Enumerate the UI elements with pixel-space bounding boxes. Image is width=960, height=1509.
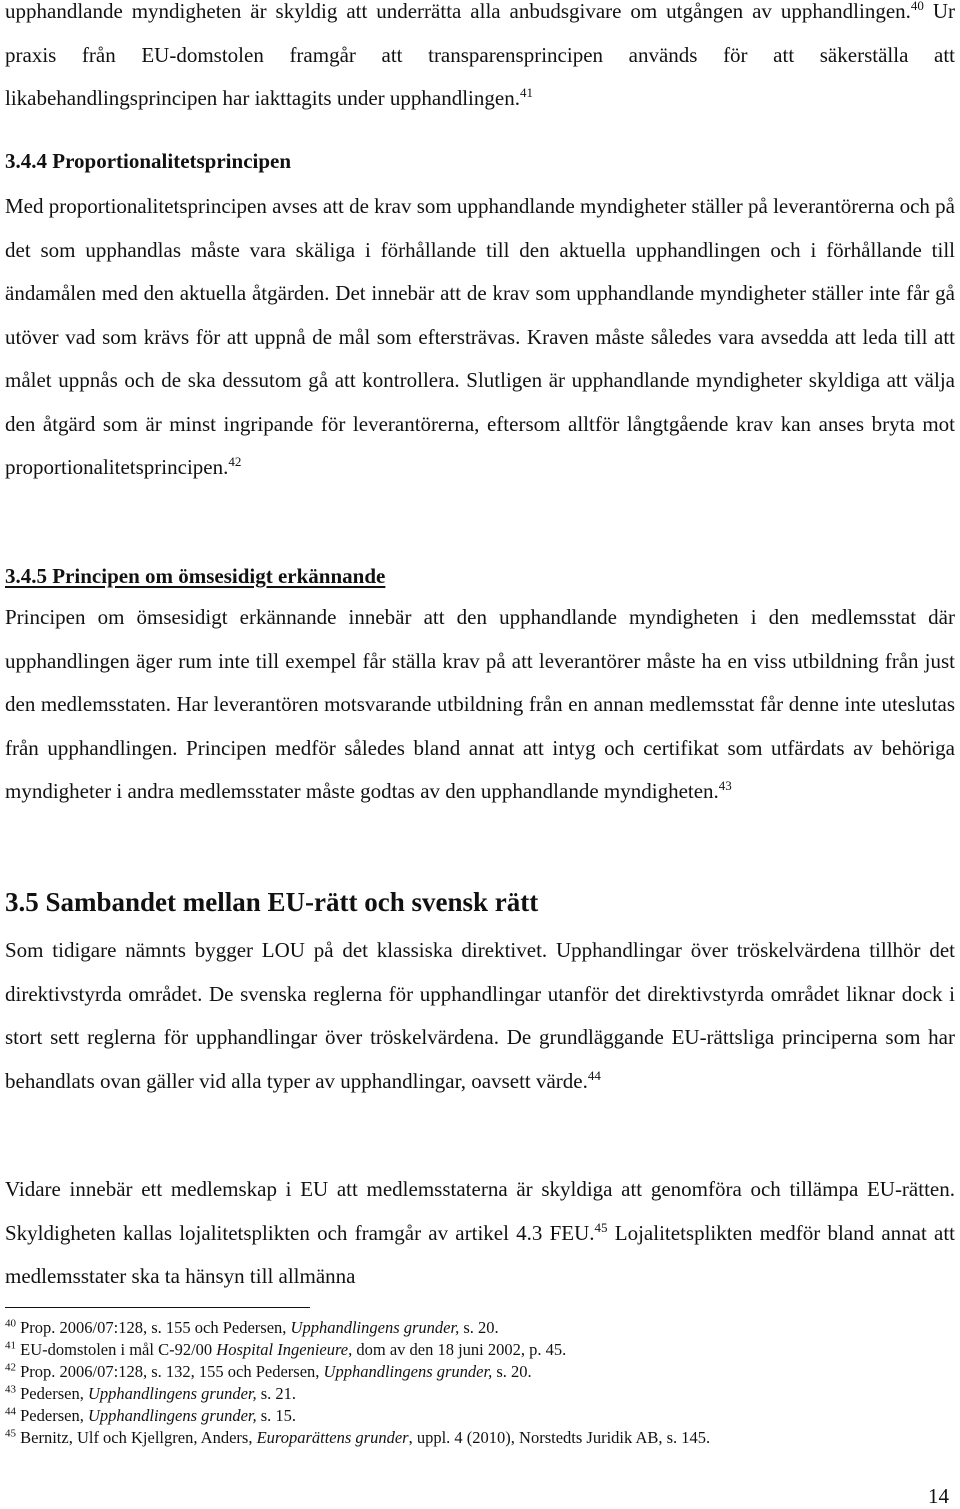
paragraph-loyalty-duty [5,1168,955,1299]
paragraph-proportionality [5,185,955,490]
footnote-41: $^{41}$ EU-domstolen i mål C-92/00 Hospital Ingenieure, dom av den 18 juni 2002, p. 45. [5,1339,567,1359]
footnote-separator [5,1307,310,1308]
intro-text-2: Ur praxis från EU-domstolen framgår att transparensprincipen används för att säkerställa att likabehandlingsprincipen har iakttagits under upphandlingen. [5,0,955,110]
eu-swedish-law-text: Som tidigare nämnts bygger LOU på det klassiska direktivet. Upphandlingar över tröskelvärdena tillhör det direktivstyrda området. De svenska reglerna för upphandlingar utanför det direktivstyrda området liknar dock i stort sett reglerna för upphandlingar över tröskelvärdena. De grundläggande EU-rättsliga principerna som har behandlats ovan gäller vid alla typer av upphandlingar, oavsett värde. [5,938,955,1094]
page-number: 14 [928,1484,949,1508]
footnote-ref-45[interactable]: 45 [594,1219,608,1235]
intro-text-1: upphandlande myndigheten är skyldig att underrätta alla anbudsgivare om utgången av upphandlingen. [5,0,911,23]
document-page [5,0,955,1509]
footnote-42: $^{42}$ Prop. 2006/07:128, s. 132, 155 och Pedersen, Upphandlingens grunder, s. 20. [5,1361,532,1381]
mutual-recognition-text: Principen om ömsesidigt erkännande innebär att den upphandlande myndigheten i den medlemsstat där upphandlingen äger rum inte till exempel får ställa krav på att leverantörer måste ha en viss utbildning från just den medlemsstaten. Har leverantören motsvarande utbildning från en annan medlemsstat får denne inte uteslutas från upphandlingen. Principen medför således bland annat att intyg och certifikat som utfärdats av behöriga myndigheter i andra medlemsstater måste godtas av den upphandlande myndigheten. [5,605,955,803]
paragraph-eu-swedish-law [5,929,955,1104]
footnote-ref-43[interactable]: 43 [718,778,732,793]
footnotes [5,1317,955,1449]
loyalty-duty-text: Vidare innebär ett medlemskap i EU att medlemsstaterna är skyldiga att genomföra och tillämpa EU-rätten. Skyldigheten kallas lojalitetsplikten och framgår av artikel 4.3 FEU. [5,1177,955,1245]
intro-paragraph [5,0,955,121]
footnote-ref-42[interactable]: 42 [228,454,242,469]
footnote-44: $^{44}$ Pedersen, Upphandlingens grunder, s. 15. [5,1405,297,1425]
heading-3-5: 3.5 Sambandet mellan EU-rätt och svensk rätt [5,887,539,917]
footnote-40: $^{40}$ Prop. 2006/07:128, s. 155 och Pedersen, Upphandlingens grunder, s. 20. [5,1317,499,1337]
loyalty-duty-text-b: Lojalitetsplikten medför bland annat att medlemsstater ska ta hänsyn till allmänna [5,1220,955,1289]
footnote-ref-44[interactable]: 44 [587,1068,601,1084]
footnote-43: $^{43}$ Pedersen, Upphandlingens grunder, s. 21. [5,1383,297,1403]
paragraph-mutual-recognition [5,596,955,814]
proportionality-text: Med proportionalitetsprincipen avses att de krav som upphandlande myndigheter ställer på leverantörerna och på det som upphandlas måste vara skäliga i förhållande till den aktuella upphandlingen och i förhållande till ändamålen med den aktuella åtgärden. Det innebär att de krav som upphandlande myndigheter ställer inte får gå utöver vad som krävs för att uppnå de mål som eftersträvas. Kraven måste således vara avsedda att leda till att målet uppnås och de ska dessutom gå att kontrollera. Slutligen är upphandlande myndigheter skyldiga att välja den åtgärd som är minst ingripande för leverantörerna, eftersom alltför långtgående krav kan anses bryta mot proportionalitetsprincipen. [5,194,955,479]
footnote-ref-41[interactable]: 41 [519,85,533,100]
heading-3-4-4: 3.4.4 Proportionalitetsprincipen [5,149,292,173]
footnote-ref-40[interactable]: 40 [910,0,924,13]
footnote-45: $^{45}$ Bernitz, Ulf och Kjellgren, Anders, Europarättens grunder, uppl. 4 (2010), Norstedts Juridik AB, s. 145. [5,1427,711,1447]
heading-3-4-5: 3.4.5 Principen om ömsesidigt erkännande [5,564,386,588]
